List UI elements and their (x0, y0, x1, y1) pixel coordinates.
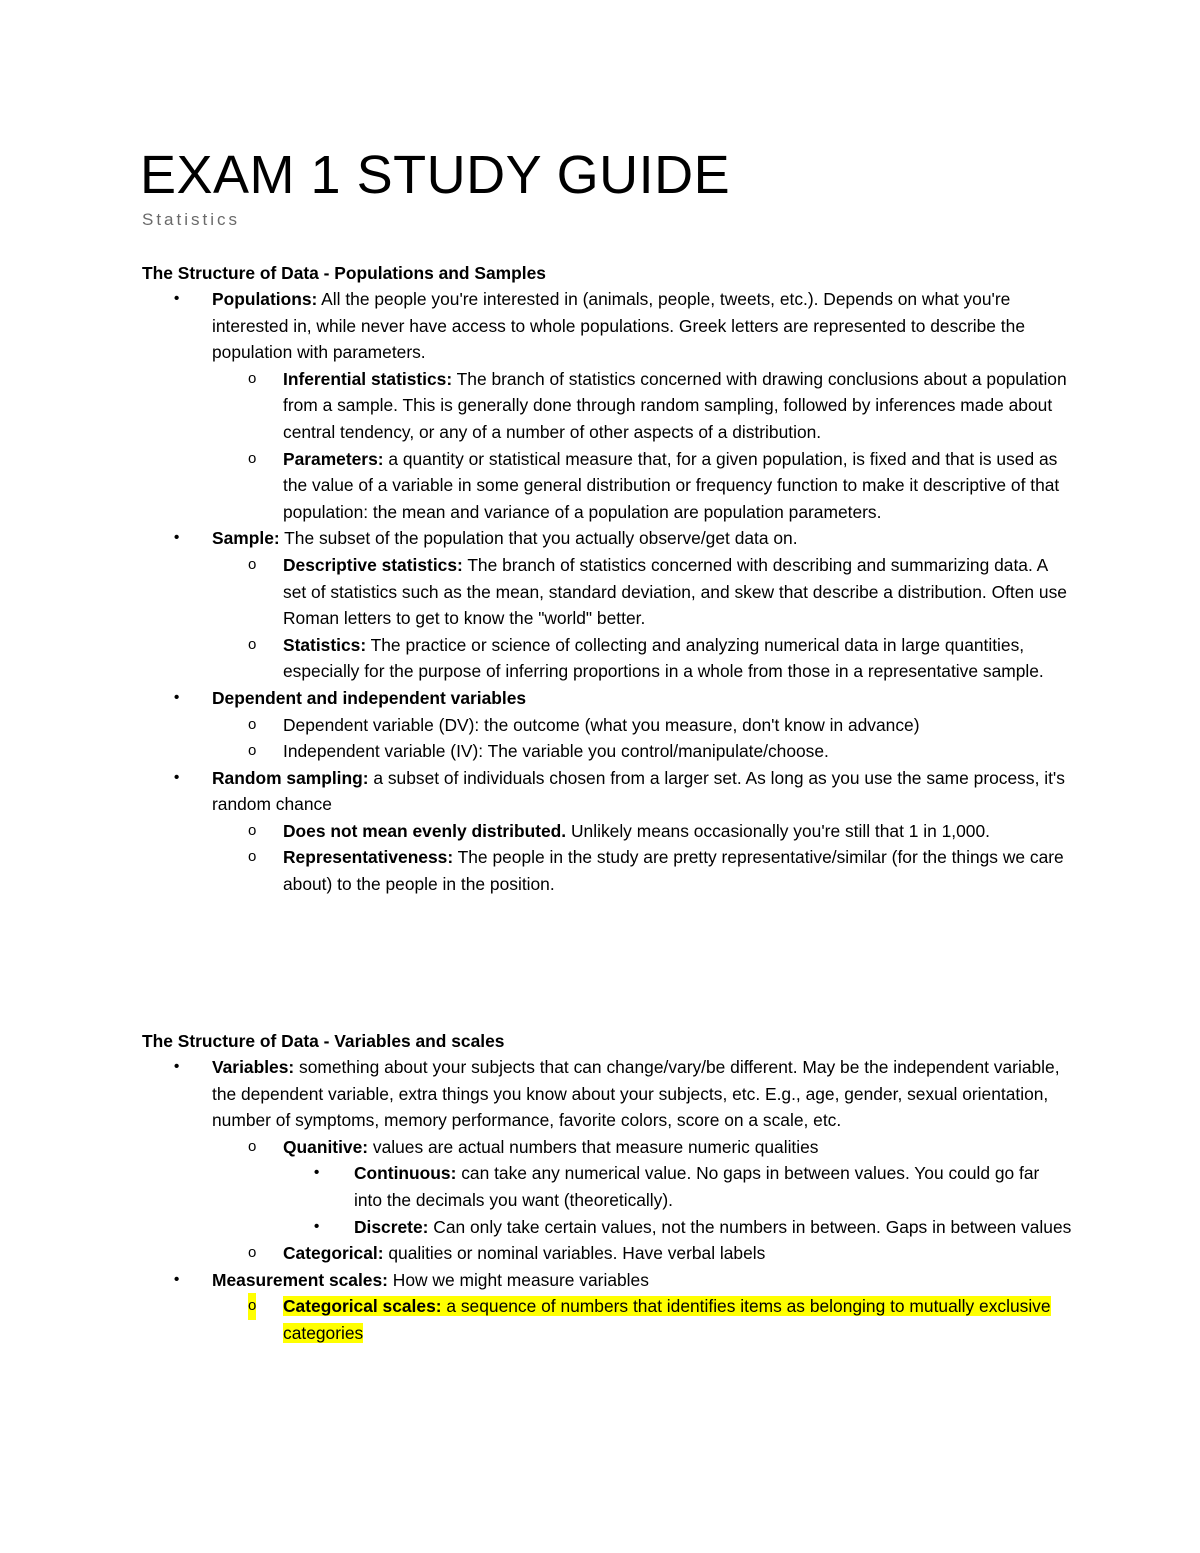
bullet-marker: o (248, 369, 257, 387)
term-text: something about your subjects that can change/vary/be different. May be the independent variable, the dependent variable, extra things you know about your subjects, etc. E.g., age, gender, sexual orientation, number of symptoms, memory performance, favorite colors, score on a scale, etc. (212, 1057, 1060, 1131)
term-text: a subset of individuals chosen from a larger set. As long as you use the same process, it's random chance (212, 767, 1065, 815)
bullet-marker: o (248, 1293, 256, 1320)
term-text: Independent variable (IV): The variable you control/manipulate/choose. (283, 741, 829, 762)
list-item (142, 818, 1072, 845)
term-text: Can only take certain values, not the numbers in between. Gaps in between values (428, 1216, 1072, 1237)
list-item (142, 632, 1072, 685)
list-item (142, 286, 1072, 366)
list-item (142, 1267, 1072, 1294)
term-text: The branch of statistics concerned with drawing conclusions about a population from a sample. This is generally done through random sampling, followed by inferences made about central tendency, or any of a number of other aspects of a distribution. (283, 368, 1067, 442)
section-heading-variables: The Structure of Data - Variables and scales (142, 1031, 505, 1051)
term-label: Parameters: (283, 448, 384, 469)
list-item (142, 366, 1072, 446)
bullet-marker: • (174, 1058, 180, 1075)
bullet-marker: • (174, 290, 180, 307)
bullet-marker: o (248, 1244, 257, 1262)
term-text: a sequence of numbers that identifies items as belonging to mutually exclusive categories (283, 1296, 1051, 1343)
list-item-highlighted (142, 1293, 1072, 1346)
bullet-marker: • (314, 1164, 320, 1182)
term-text: a quantity or statistical measure that, for a given population, is fixed and that is used as the value of a variable in some general distribution or frequency function to make it descriptive of that population: the mean and variance of a population are population parameters. (283, 448, 1060, 522)
term-text: qualities or nominal variables. Have verbal labels (383, 1243, 766, 1264)
list-item (142, 712, 1072, 739)
list-item (142, 525, 1072, 552)
bullet-marker: o (248, 821, 257, 839)
term-text: The people in the study are pretty representative/similar (for the things we care about) to the people in the position. (283, 847, 1064, 895)
bullet-marker: o (248, 848, 257, 866)
list-item (142, 844, 1072, 897)
term-label: Random sampling: (212, 767, 369, 788)
term-text: The subset of the population that you actually observe/get data on. (279, 528, 798, 549)
list-item (142, 765, 1072, 818)
term-label: Variables: (212, 1057, 295, 1077)
bullet-marker: o (248, 715, 257, 733)
term-label: Statistics: (283, 634, 367, 655)
term-text: Dependent variable (DV): the outcome (what you measure, don't know in advance) (283, 714, 920, 735)
bullet-marker: • (174, 768, 180, 786)
term-text: The branch of statistics concerned with describing and summarizing data. A set of statistics such as the mean, standard deviation, and skew that describe a distribution. Often use Roman letters to get to know the "world" better. (283, 554, 1067, 629)
list-item (142, 552, 1072, 632)
list-item (142, 1054, 1072, 1134)
list-item (142, 1134, 1072, 1161)
bullet-marker: • (174, 529, 180, 547)
term-text: can take any numerical value. No gaps in between values. You could go far into the decimals you want (theoretically). (354, 1163, 1040, 1210)
section-list-populations (142, 286, 1072, 898)
term-label: Representativeness: (283, 847, 454, 868)
section-list-variables (142, 1054, 1072, 1347)
list-item (142, 1160, 1072, 1213)
term-text: All the people you're interested in (animals, people, tweets, etc.). Depends on what you're interested in, while never have access to whole populations. Greek letters are represented to describe the population with parameters. (212, 289, 1025, 363)
term-label: Discrete: (354, 1216, 429, 1237)
term-label: Descriptive statistics: (283, 554, 463, 575)
document-subtitle: Statistics (142, 210, 241, 229)
term-label: Continuous: (354, 1163, 457, 1184)
bullet-marker: o (248, 742, 257, 760)
bullet-marker: o (248, 1137, 257, 1155)
bullet-marker: • (174, 688, 180, 706)
section-heading-populations: The Structure of Data - Populations and Samples (142, 263, 546, 283)
list-item (142, 685, 1072, 712)
list-item (142, 1214, 1072, 1241)
document-title: EXAM 1 STUDY GUIDE (140, 145, 731, 205)
term-label: Categorical: (283, 1243, 384, 1264)
bullet-marker: o (248, 555, 257, 573)
bullet-marker: o (248, 635, 257, 653)
term-text: Unlikely means occasionally you're still that 1 in 1,000. (566, 820, 990, 841)
term-label: Dependent and independent variables (212, 687, 527, 708)
bullet-marker: • (174, 1270, 180, 1288)
term-label: Does not mean evenly distributed. (283, 820, 567, 841)
list-item (142, 738, 1072, 765)
term-text: values are actual numbers that measure numeric qualities (368, 1136, 819, 1157)
term-label: Populations: (212, 289, 318, 309)
bullet-marker: o (248, 449, 257, 467)
list-item (142, 1240, 1072, 1267)
term-label: Categorical scales: (283, 1296, 442, 1317)
term-label: Inferential statistics: (283, 368, 453, 389)
term-label: Sample: (212, 528, 280, 549)
term-label: Quanitive: (283, 1136, 369, 1157)
term-text: The practice or science of collecting and analyzing numerical data in large quantities, especially for the purpose of inferring proportions in a whole from those in a representative sample. (283, 634, 1044, 682)
bullet-marker: • (314, 1217, 320, 1235)
term-text: How we might measure variables (387, 1269, 649, 1290)
list-item (142, 446, 1072, 526)
term-label: Measurement scales: (212, 1269, 388, 1290)
